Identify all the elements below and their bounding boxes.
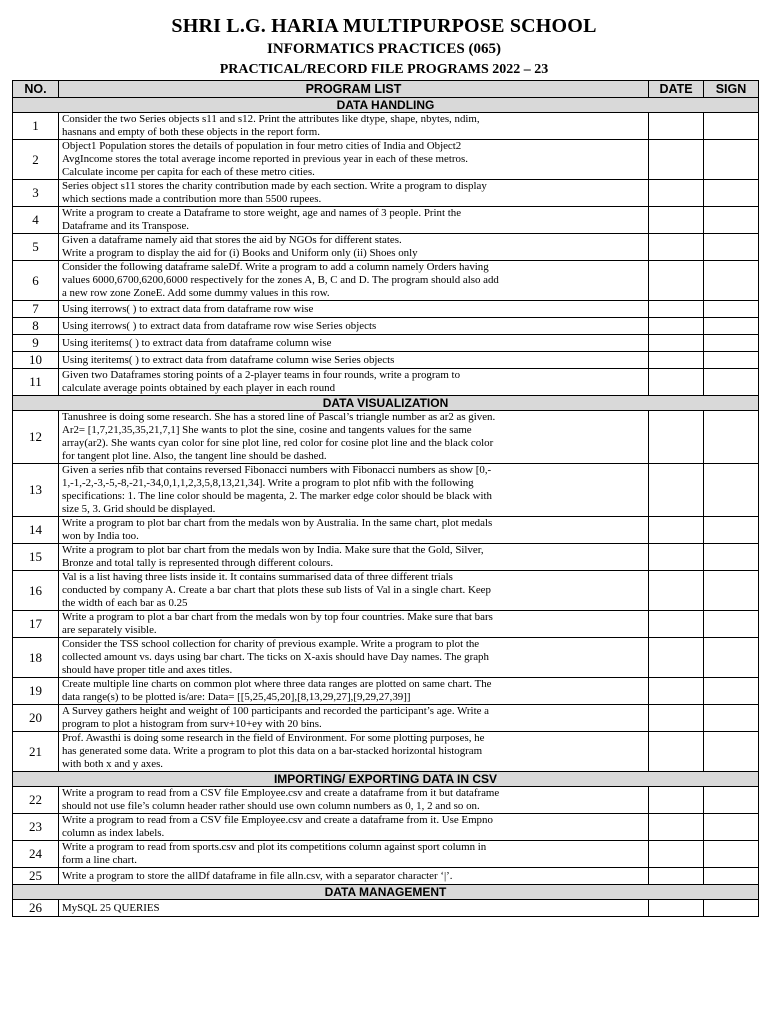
program-description [59, 787, 649, 814]
program-number: 15 [13, 544, 59, 571]
date-cell [649, 369, 704, 396]
table-body [13, 98, 759, 917]
program-number: 23 [13, 814, 59, 841]
program-description [59, 464, 649, 517]
program-description-line: Write a program to display the aid for (i) Books and Uniform only (ii) Shoes only [62, 247, 418, 259]
program-description-line: program to plot a histogram from surv+10+ey with 20 bins. [62, 718, 322, 730]
sign-cell [704, 301, 759, 318]
program-description-line: Consider the following dataframe saleDf. Write a program to add a column namely Orders having [62, 261, 489, 273]
date-cell [649, 517, 704, 544]
table-row [13, 611, 759, 638]
date-cell [649, 544, 704, 571]
program-description [59, 868, 649, 885]
program-number: 2 [13, 140, 59, 180]
program-description-line: are separately visible. [62, 624, 157, 636]
program-number: 10 [13, 352, 59, 369]
program-number: 5 [13, 234, 59, 261]
program-description-line: Ar2= [1,7,21,35,35,21,7,1] She wants to plot the sine, cosine and tangents values for the same [62, 424, 472, 436]
program-description-line: for tangent plot line. Also, the tangent line should be dashed. [62, 450, 327, 462]
program-description-line: Write a program to read from a CSV file Employee.csv and create a dataframe from it. Use Empno [62, 814, 493, 826]
program-description-line: Write a program to plot bar chart from the medals won by India. Make sure that the Gold, Silver, [62, 544, 484, 556]
program-description-line: Write a program to read from sports.csv and plot its competitions column against sport column in [62, 841, 487, 853]
program-number: 16 [13, 571, 59, 611]
program-number: 1 [13, 113, 59, 140]
section-row [13, 396, 759, 411]
program-description-line: with both x and y axes. [62, 758, 164, 770]
program-description [59, 369, 649, 396]
program-description-line: Tanushree is doing some research. She has a stored line of Pascal’s triangle number as ar2 as given. [62, 411, 496, 423]
sign-cell [704, 611, 759, 638]
sign-cell [704, 464, 759, 517]
sign-cell [704, 318, 759, 335]
program-description-line: should have proper title and axes titles. [62, 664, 233, 676]
column-header-no: NO. [13, 81, 59, 98]
program-description-line: values 6000,6700,6200,6000 respectively for the zones A, B, C and D. The program should also add [62, 274, 499, 286]
date-cell [649, 787, 704, 814]
table-row [13, 234, 759, 261]
program-number: 3 [13, 180, 59, 207]
program-description-line: Given a series nfib that contains reversed Fibonacci numbers with Fibonacci numbers as show [0,- [62, 464, 492, 476]
program-description-line: Series object s11 stores the charity contribution made by each section. Write a program to display [62, 180, 487, 192]
table-row [13, 140, 759, 180]
document-title: PRACTICAL/RECORD FILE PROGRAMS 2022 – 23 [219, 62, 549, 77]
program-description [59, 517, 649, 544]
program-description-line: Write a program to read from a CSV file Employee.csv and create a dataframe from it but dataframe [62, 787, 500, 799]
program-description-line: conducted by company A. Create a bar chart that plots these sub lists of Val in a single chart. Keep [62, 584, 491, 596]
program-number: 20 [13, 705, 59, 732]
sign-cell [704, 732, 759, 772]
date-cell [649, 318, 704, 335]
program-description-line: form a line chart. [62, 854, 137, 866]
program-description [59, 140, 649, 180]
program-description-line: Using iteritems( ) to extract data from dataframe column wise [62, 336, 332, 349]
table-row [13, 638, 759, 678]
program-description-line: Consider the TSS school collection for charity of previous example. Write a program to plot the [62, 638, 480, 650]
date-cell [649, 464, 704, 517]
date-cell [649, 301, 704, 318]
program-description-line: Dataframe and its Transpose. [62, 220, 190, 232]
program-description-line: Create multiple line charts on common plot where three data ranges are plotted on same chart. The [62, 678, 492, 690]
sign-cell [704, 868, 759, 885]
program-description [59, 841, 649, 868]
table-row [13, 841, 759, 868]
program-description-line: Prof. Awasthi is doing some research in the field of Environment. For some plotting purposes, he [62, 732, 485, 744]
table-row [13, 868, 759, 885]
table-row [13, 335, 759, 352]
date-cell [649, 234, 704, 261]
program-description-line: Write a program to create a Dataframe to store weight, age and names of 3 people. Print the [62, 207, 462, 219]
program-description-line: Consider the two Series objects s11 and s12. Print the attributes like dtype, shape, nbytes, ndim, [62, 113, 480, 125]
program-description-line: Write a program to store the allDf dataframe in file alln.csv, with a separator character ‘|’. [62, 869, 453, 882]
program-description [59, 318, 649, 335]
date-cell [649, 638, 704, 678]
date-cell [649, 841, 704, 868]
table-row [13, 207, 759, 234]
program-description-line: AvgIncome stores the total average income reported in previous year in each of these metros. [62, 153, 468, 165]
program-description [59, 207, 649, 234]
program-description-line: Using iterrows( ) to extract data from dataframe row wise [62, 302, 314, 315]
section-row [13, 98, 759, 113]
program-description [59, 180, 649, 207]
sign-cell [704, 517, 759, 544]
table-row [13, 787, 759, 814]
table-row [13, 180, 759, 207]
program-description-line: column as index labels. [62, 827, 165, 839]
table-row [13, 732, 759, 772]
sign-cell [704, 261, 759, 301]
sign-cell [704, 207, 759, 234]
program-description [59, 571, 649, 611]
program-description [59, 705, 649, 732]
program-number: 21 [13, 732, 59, 772]
program-number: 9 [13, 335, 59, 352]
program-description-line: collected amount vs. days using bar chart. The ticks on X-axis should have Day names. The graph [62, 651, 489, 663]
table-row [13, 261, 759, 301]
section-row [13, 772, 759, 787]
program-number: 4 [13, 207, 59, 234]
program-description [59, 814, 649, 841]
table-row [13, 352, 759, 369]
section-title: DATA MANAGEMENT [13, 885, 759, 900]
program-number: 22 [13, 787, 59, 814]
sign-cell [704, 335, 759, 352]
program-description [59, 544, 649, 571]
program-description [59, 611, 649, 638]
table-row [13, 544, 759, 571]
sign-cell [704, 787, 759, 814]
program-number: 8 [13, 318, 59, 335]
date-cell [649, 814, 704, 841]
program-description [59, 301, 649, 318]
program-list-table [12, 80, 759, 917]
sign-cell [704, 705, 759, 732]
date-cell [649, 732, 704, 772]
program-description-line: has generated some data. Write a program to plot this data on a bar-stacked horizontal histogram [62, 745, 483, 757]
date-cell [649, 180, 704, 207]
program-number: 25 [13, 868, 59, 885]
date-cell [649, 261, 704, 301]
program-description-line: which sections made a contribution more than 5500 rupees. [62, 193, 322, 205]
date-cell [649, 571, 704, 611]
program-number: 17 [13, 611, 59, 638]
program-description-line: should not use file’s column header rather should use own column numbers as 0, 1, 2 and so on. [62, 800, 480, 812]
program-description-line: Using iterrows( ) to extract data from dataframe row wise Series objects [62, 319, 377, 332]
section-title: IMPORTING/ EXPORTING DATA IN CSV [13, 772, 759, 787]
table-row [13, 464, 759, 517]
program-description-line: Calculate income per capita for each of these metro cities. [62, 166, 315, 178]
table-row [13, 705, 759, 732]
table-row [13, 369, 759, 396]
section-row [13, 885, 759, 900]
date-cell [649, 352, 704, 369]
school-name: SHRI L.G. HARIA MULTIPURPOSE SCHOOL [171, 15, 597, 37]
section-title: DATA VISUALIZATION [13, 396, 759, 411]
table-row [13, 814, 759, 841]
table-row [13, 678, 759, 705]
program-description [59, 113, 649, 140]
column-header-date: DATE [649, 81, 704, 98]
sign-cell [704, 234, 759, 261]
table-row [13, 113, 759, 140]
program-description-line: size 5, 3. Grid should be displayed. [62, 503, 216, 515]
date-cell [649, 335, 704, 352]
program-description-line: Val is a list having three lists inside it. It contains summarised data of three different trials [62, 571, 453, 583]
program-description-line: the width of each bar as 0.25 [62, 597, 188, 609]
program-description-line: 1,-1,-2,-3,-5,-8,-21,-34,0,1,1,2,3,5,8,13,21,34]. Write a program to plot nfib with the following [62, 477, 474, 489]
program-number: 7 [13, 301, 59, 318]
program-description [59, 261, 649, 301]
program-description [59, 900, 649, 917]
program-description-line: Given two Dataframes storing points of a 2-player teams in four rounds, write a program to [62, 369, 461, 381]
program-description [59, 234, 649, 261]
table-row [13, 571, 759, 611]
program-number: 6 [13, 261, 59, 301]
program-description-line: won by India too. [62, 530, 139, 542]
program-description-line: specifications: 1. The line color should be magenta, 2. The marker edge color should be black with [62, 490, 492, 502]
date-cell [649, 207, 704, 234]
sign-cell [704, 352, 759, 369]
program-description [59, 352, 649, 369]
table-row [13, 318, 759, 335]
program-description [59, 678, 649, 705]
program-number: 19 [13, 678, 59, 705]
program-description-line: A Survey gathers height and weight of 100 participants and recorded the participant’s age. Write a [62, 705, 489, 717]
sign-cell [704, 571, 759, 611]
date-cell [649, 900, 704, 917]
program-description [59, 335, 649, 352]
program-description-line: Write a program to plot a bar chart from the medals won by top four countries. Make sure that bars [62, 611, 493, 623]
date-cell [649, 868, 704, 885]
program-description-line: Given a dataframe namely aid that stores the aid by NGOs for different states. [62, 234, 402, 246]
column-header-program: PROGRAM LIST [59, 81, 649, 98]
column-header-sign: SIGN [704, 81, 759, 98]
section-title: DATA HANDLING [13, 98, 759, 113]
date-cell [649, 705, 704, 732]
sign-cell [704, 140, 759, 180]
program-description-line: Using iteritems( ) to extract data from dataframe column wise Series objects [62, 353, 395, 366]
date-cell [649, 140, 704, 180]
sign-cell [704, 841, 759, 868]
program-description-line: Object1 Population stores the details of population in four metro cities of India and Object2 [62, 140, 462, 152]
sign-cell [704, 180, 759, 207]
document-header [0, 0, 768, 77]
date-cell [649, 113, 704, 140]
sign-cell [704, 814, 759, 841]
program-number: 11 [13, 369, 59, 396]
program-description-line: data range(s) to be plotted is/are: Data= [[5,25,45,20],[8,13,29,27],[9,29,27,39]] [62, 691, 411, 703]
table-row [13, 411, 759, 464]
program-number: 24 [13, 841, 59, 868]
program-number: 12 [13, 411, 59, 464]
date-cell [649, 678, 704, 705]
program-number: 18 [13, 638, 59, 678]
sign-cell [704, 369, 759, 396]
program-description-line: array(ar2). She wants cyan color for sine plot line, red color for cosine plot line and the black color [62, 437, 494, 449]
sign-cell [704, 411, 759, 464]
program-number: 14 [13, 517, 59, 544]
table-header-row [13, 81, 759, 98]
table-row [13, 301, 759, 318]
program-description-line: Bronze and total tally is represented through different colours. [62, 557, 334, 569]
sign-cell [704, 638, 759, 678]
program-description-line: hasnans and empty of both these objects in the report form. [62, 126, 320, 138]
table-row [13, 517, 759, 544]
program-description-line: a new row zone ZoneE. Add some dummy values in this row. [62, 287, 330, 299]
program-description-line: MySQL 25 QUERIES [62, 901, 160, 914]
sign-cell [704, 113, 759, 140]
sign-cell [704, 678, 759, 705]
date-cell [649, 411, 704, 464]
date-cell [649, 611, 704, 638]
sign-cell [704, 544, 759, 571]
table-row [13, 900, 759, 917]
program-description-line: calculate average points obtained by each player in each round [62, 382, 336, 394]
program-number: 13 [13, 464, 59, 517]
subject-title: INFORMATICS PRACTICES (065) [267, 41, 501, 57]
program-description-line: Write a program to plot bar chart from the medals won by Australia. In the same chart, plot medals [62, 517, 493, 529]
program-description [59, 411, 649, 464]
program-description [59, 638, 649, 678]
program-number: 26 [13, 900, 59, 917]
sign-cell [704, 900, 759, 917]
program-description [59, 732, 649, 772]
